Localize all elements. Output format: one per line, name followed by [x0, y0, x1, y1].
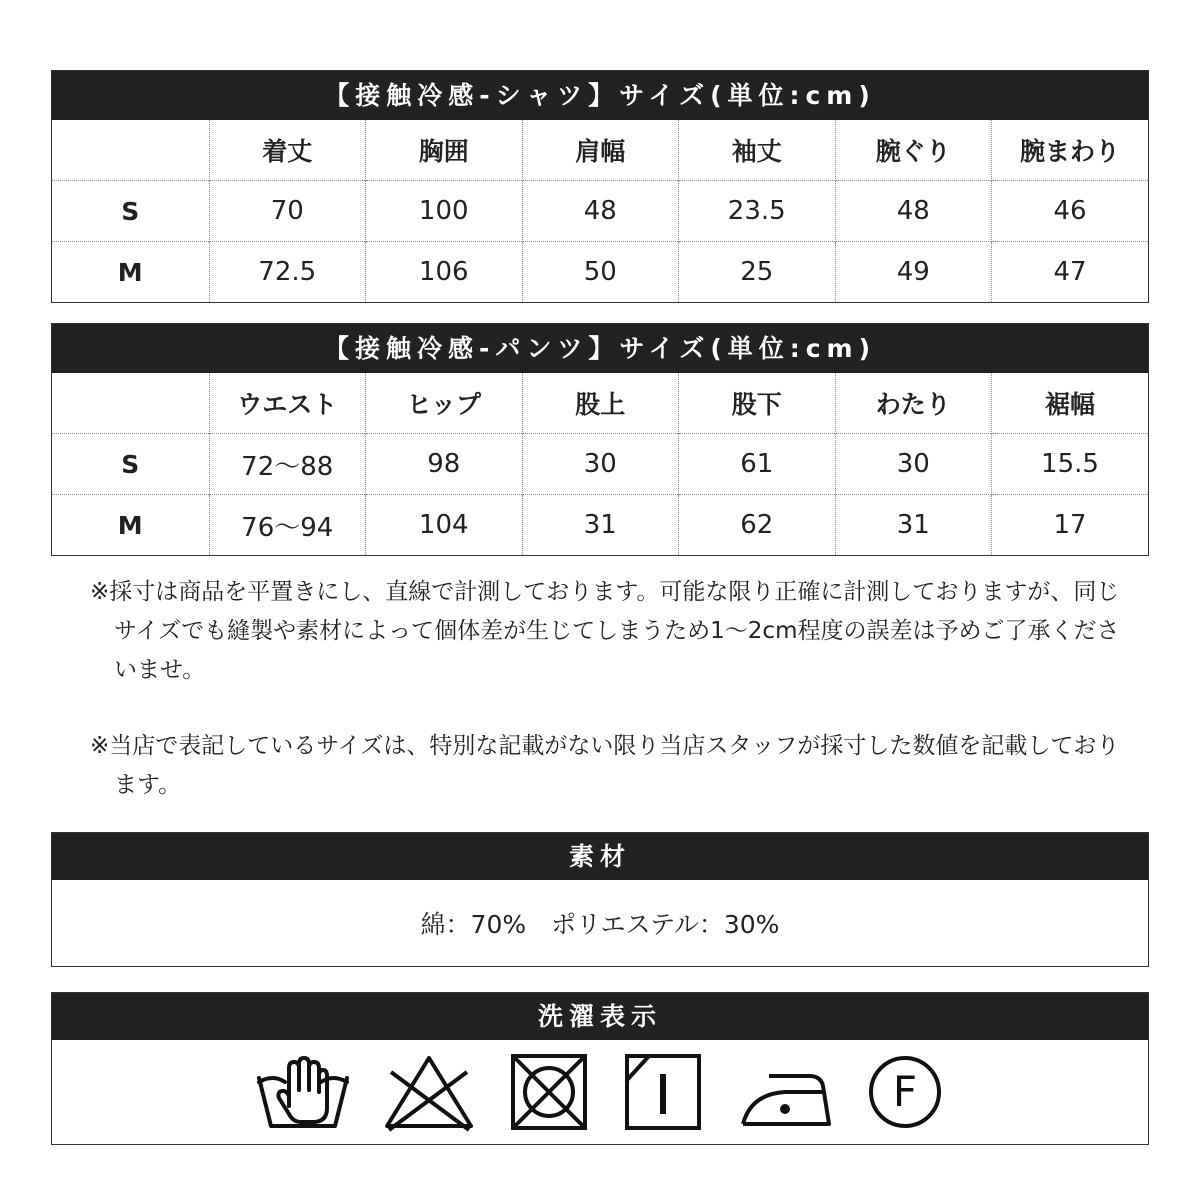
table-row: [52, 181, 1148, 242]
table-cell: 31: [522, 495, 679, 556]
column-header: ヒップ: [366, 373, 523, 434]
size-label: M: [52, 495, 209, 556]
care-title: 洗濯表示: [52, 993, 1148, 1040]
table-cell: 30: [522, 434, 679, 495]
table-cell: 48: [835, 181, 992, 242]
column-header: 裾幅: [992, 373, 1149, 434]
table-row: [52, 434, 1148, 495]
material-title: 素材: [52, 833, 1148, 880]
column-header: 股下: [679, 373, 836, 434]
table-cell: 98: [366, 434, 523, 495]
table-header-row: [52, 120, 1148, 181]
corner-cell: [52, 373, 209, 434]
column-header: 腕まわり: [992, 120, 1149, 181]
no-bleach-icon: [381, 1052, 477, 1132]
table-row: [52, 495, 1148, 556]
table-cell: 61: [679, 434, 836, 495]
table-cell: 104: [366, 495, 523, 556]
column-header: ウエスト: [209, 373, 366, 434]
measurement-note: ※採寸は商品を平置きにし、直線で計測しております。可能な限り正確に計測しておりますが、同じサイズでも縫製や素材によって個体差が生じてしまうため1～2cm程度の誤差は予めご了承くださいませ。: [90, 579, 1120, 683]
table-cell: 106: [366, 242, 523, 303]
notes-section: [90, 573, 1130, 805]
dry-clean-letter: F: [892, 1067, 918, 1116]
table-cell: 23.5: [679, 181, 836, 242]
table-cell: 62: [679, 495, 836, 556]
table-cell: 15.5: [992, 434, 1149, 495]
size-label: S: [52, 181, 209, 242]
column-header: 着丈: [209, 120, 366, 181]
table-header-row: [52, 373, 1148, 434]
pants-size-grid: [52, 373, 1148, 555]
no-tumble-dry-icon: [507, 1052, 591, 1132]
material-text: 綿：70% ポリエステル：30%: [420, 910, 780, 939]
pants-size-table: [51, 323, 1149, 556]
column-header: 腕ぐり: [835, 120, 992, 181]
shirt-table-title: 【接触冷感-シャツ】サイズ(単位:cm): [52, 71, 1148, 120]
column-header: 股上: [522, 373, 679, 434]
table-row: [52, 242, 1148, 303]
size-label: M: [52, 242, 209, 303]
column-header: 肩幅: [522, 120, 679, 181]
corner-cell: [52, 120, 209, 181]
table-cell: 70: [209, 181, 366, 242]
column-header: 袖丈: [679, 120, 836, 181]
table-cell: 76～94: [209, 495, 366, 556]
table-cell: 50: [522, 242, 679, 303]
care-icons-row: [52, 1040, 1148, 1144]
line-dry-icon: [621, 1052, 705, 1132]
size-note: ※当店で表記しているサイズは、特別な記載がない限り当店スタッフが採寸した数値を記載しております。: [90, 733, 1120, 798]
table-cell: 30: [835, 434, 992, 495]
column-header: わたり: [835, 373, 992, 434]
low-iron-icon: [735, 1052, 835, 1132]
table-cell: 47: [992, 242, 1149, 303]
dry-clean-f-icon: [865, 1052, 945, 1132]
table-cell: 25: [679, 242, 836, 303]
care-section: [51, 992, 1149, 1145]
shirt-size-table: [51, 70, 1149, 303]
table-cell: 31: [835, 495, 992, 556]
pants-table-title: 【接触冷感-パンツ】サイズ(単位:cm): [52, 324, 1148, 373]
column-header: 胸囲: [366, 120, 523, 181]
size-label: S: [52, 434, 209, 495]
table-cell: 48: [522, 181, 679, 242]
hand-wash-icon: [255, 1052, 351, 1132]
table-cell: 100: [366, 181, 523, 242]
table-cell: 17: [992, 495, 1149, 556]
table-cell: 72.5: [209, 242, 366, 303]
shirt-size-grid: [52, 120, 1148, 302]
table-cell: 72～88: [209, 434, 366, 495]
material-section: [51, 832, 1149, 967]
table-cell: 49: [835, 242, 992, 303]
table-cell: 46: [992, 181, 1149, 242]
